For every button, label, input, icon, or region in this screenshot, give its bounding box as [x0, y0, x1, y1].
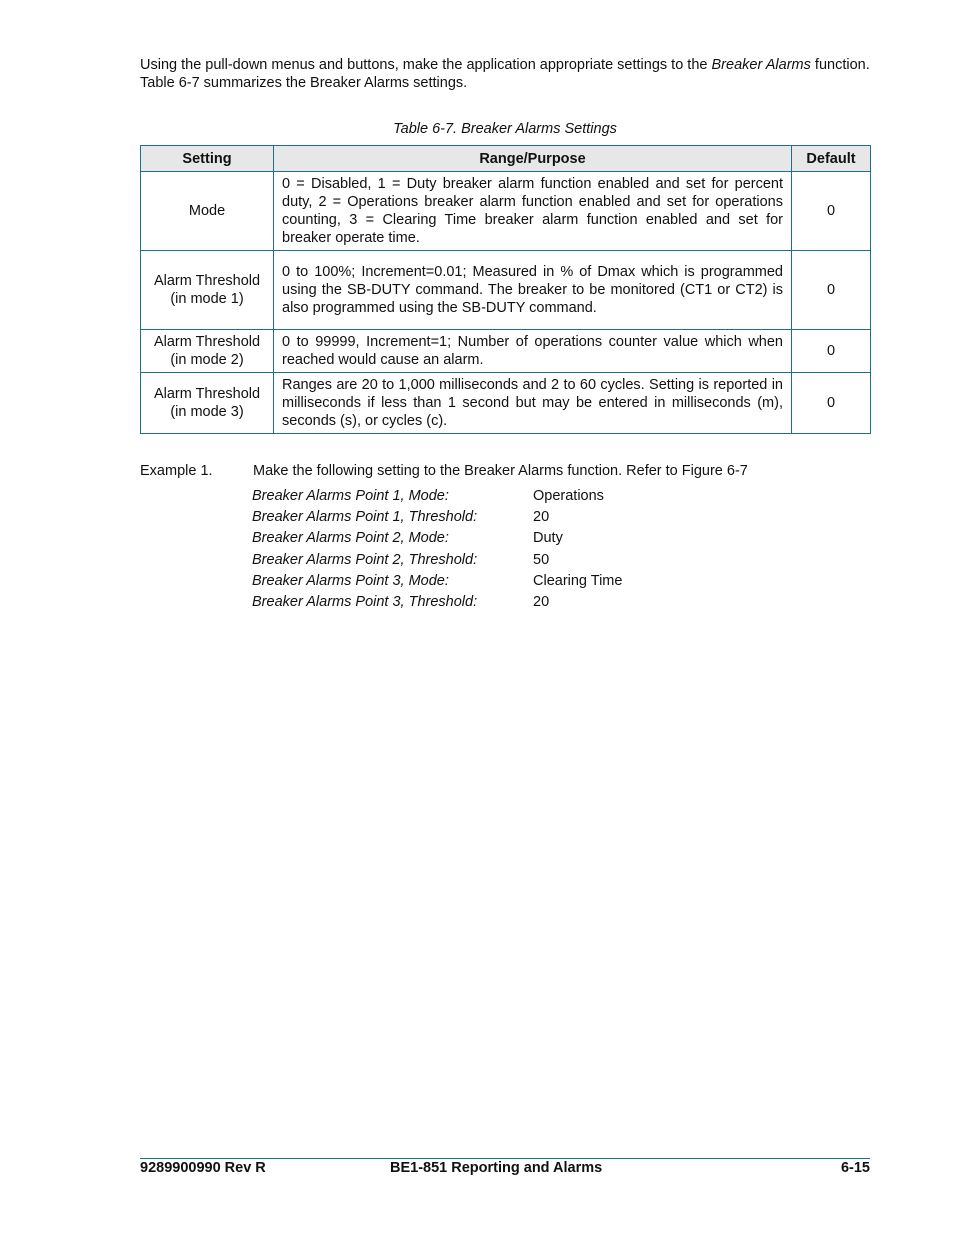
setting-value: 20 — [533, 593, 550, 610]
range-cell: 0 = Disabled, 1 = Duty breaker alarm function enabled and set for percent duty, 2 = Operations breaker alarm function enabled and set for operations counting, 3 = Clearing Time breaker alarm function enabled and set for breaker operate time. — [274, 172, 792, 251]
default-cell: 0 — [792, 330, 871, 373]
table-row — [141, 330, 871, 373]
table-row — [141, 373, 871, 434]
intro-text-after: function. Table 6-7 summarizes the Breaker Alarms settings. — [140, 57, 870, 91]
breaker-alarms-table — [140, 145, 871, 434]
example-settings-list — [252, 486, 752, 613]
example-label: Example 1. — [140, 463, 213, 479]
setting-value: Duty — [533, 530, 563, 547]
intro-paragraph — [140, 56, 870, 92]
range-cell: 0 to 100%; Increment=0.01; Measured in % of Dmax which is programmed using the SB-DUTY command. The breaker to be monitored (CT1 or CT2) is also programmed using the SB-DUTY command. — [274, 251, 792, 330]
setting-name: Breaker Alarms Point 2, Threshold: — [252, 551, 478, 568]
page-footer — [140, 1160, 870, 1178]
setting-value: Clearing Time — [533, 572, 623, 589]
table-caption: Table 6-7. Breaker Alarms Settings — [393, 121, 617, 137]
footer-divider — [140, 1158, 870, 1159]
setting-name: Breaker Alarms Point 3, Threshold: — [252, 593, 478, 610]
default-cell: 0 — [792, 373, 871, 434]
range-cell: 0 to 99999, Increment=1; Number of operations counter value which when reached would cause an alarm. — [274, 330, 792, 373]
table-header-row — [141, 146, 871, 172]
header-default: Default — [792, 146, 871, 172]
setting-value: 20 — [533, 509, 550, 526]
default-cell: 0 — [792, 172, 871, 251]
document-number: 9289900990 Rev R — [140, 1160, 266, 1176]
setting-cell: Mode — [141, 172, 274, 251]
list-item — [252, 550, 752, 571]
list-item — [252, 507, 752, 528]
setting-value: 50 — [533, 551, 550, 568]
table-row — [141, 172, 871, 251]
list-item — [252, 528, 752, 549]
setting-cell: Alarm Threshold (in mode 2) — [141, 330, 274, 373]
table-row — [141, 251, 871, 330]
intro-text-italic: Breaker Alarms — [711, 57, 811, 73]
document-section-title: BE1-851 Reporting and Alarms — [390, 1160, 603, 1176]
default-cell: 0 — [792, 251, 871, 330]
setting-name: Breaker Alarms Point 3, Mode: — [252, 572, 449, 589]
header-setting: Setting — [141, 146, 274, 172]
setting-cell: Alarm Threshold (in mode 1) — [141, 251, 274, 330]
setting-cell: Alarm Threshold (in mode 3) — [141, 373, 274, 434]
list-item — [252, 571, 752, 592]
intro-text-before: Using the pull-down menus and buttons, make the application appropriate settings to the — [140, 57, 712, 73]
setting-name: Breaker Alarms Point 2, Mode: — [252, 530, 449, 547]
example-text: Make the following setting to the Breaker Alarms function. Refer to Figure 6-7 — [253, 463, 748, 479]
list-item — [252, 486, 752, 507]
page-number: 6-15 — [840, 1160, 870, 1176]
range-cell: Ranges are 20 to 1,000 milliseconds and 2 to 60 cycles. Setting is reported in milliseconds if less than 1 second but may be entered in milliseconds (m), seconds (s), or cycles (c). — [274, 373, 792, 434]
setting-name: Breaker Alarms Point 1, Threshold: — [252, 509, 478, 526]
setting-value: Operations — [533, 488, 604, 504]
header-range-purpose: Range/Purpose — [274, 146, 792, 172]
setting-name: Breaker Alarms Point 1, Mode: — [252, 488, 449, 504]
list-item — [252, 592, 752, 613]
